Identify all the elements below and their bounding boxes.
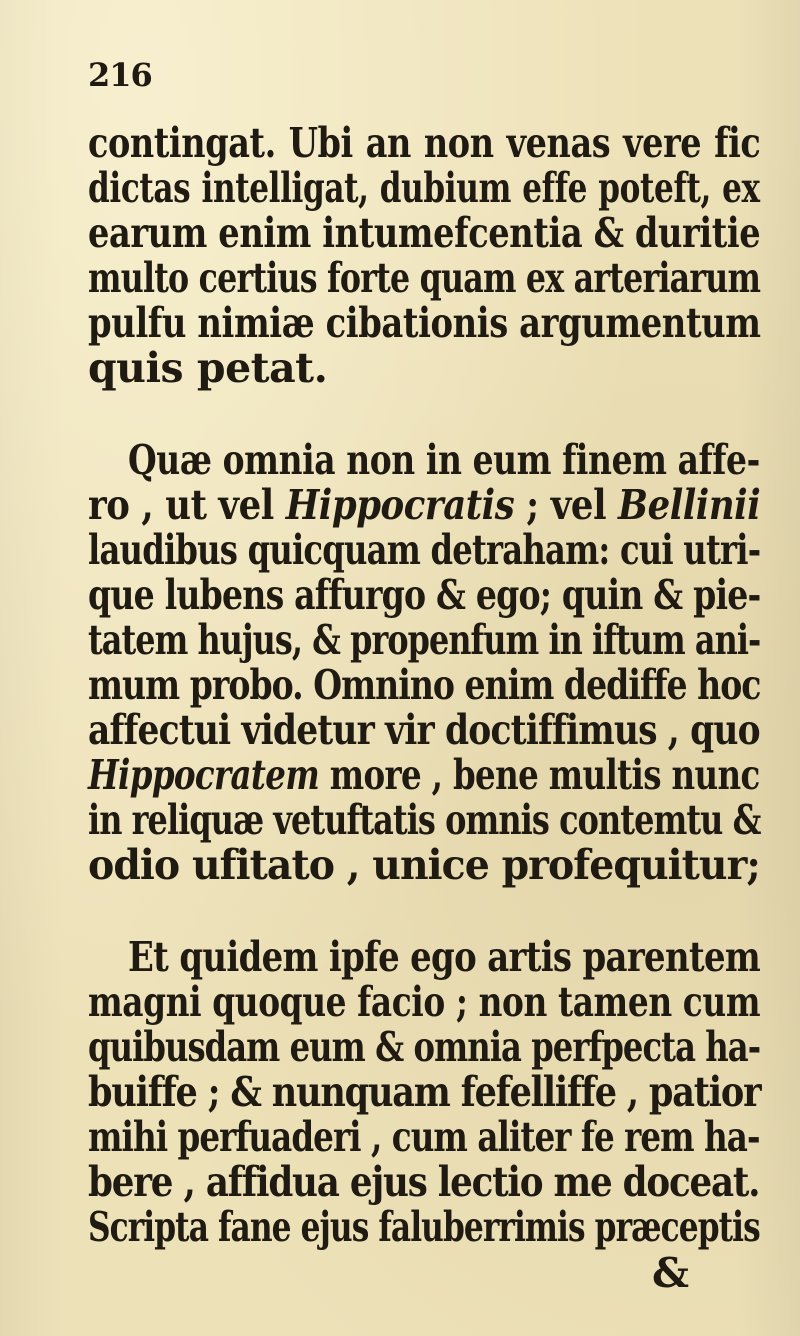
- text-line: tatem hujus, & propenfum in iftum ani-: [88, 616, 761, 664]
- text-line: [88, 751, 760, 799]
- text-line: quis petat.: [88, 344, 328, 392]
- text-line: in reliquæ vetuftatis omnis contemtu &: [88, 796, 761, 844]
- text-line: pulfu nimiæ cibationis argumentum: [88, 299, 761, 347]
- author-name-bellini: Bellinii: [618, 481, 761, 529]
- text-segment: ro , ut vel: [88, 481, 286, 529]
- text-line: mihi perfuaderi , cum aliter fe rem ha-: [88, 1113, 760, 1161]
- text-line: mum probo. Omnino enim dediffe hoc: [88, 661, 761, 709]
- text-line: Scripta fane ejus faluberrimis præceptis: [88, 1203, 760, 1251]
- author-name-hippocrates: Hippocratem: [88, 751, 320, 799]
- text-segment: more , bene multis nunc: [319, 751, 760, 799]
- page-number: 216: [88, 56, 152, 94]
- text-line: magni quoque facio ; non tamen cum: [88, 978, 761, 1026]
- text-line: buiffe ; & nunquam fefelliffe , patior: [88, 1068, 761, 1116]
- text-line: Et quidem ipfe ego artis parentem: [128, 933, 761, 981]
- text-line: earum enim intumefcentia & duritie: [88, 209, 761, 257]
- text-line: quibusdam eum & omnia perfpecta ha-: [88, 1023, 761, 1071]
- text-line: bere , affidua ejus lectio me doceat.: [88, 1158, 760, 1206]
- text-line: odio ufitato , unice profequitur;: [88, 841, 760, 889]
- text-line: Quæ omnia non in eum finem affe-: [128, 436, 760, 484]
- text-segment: ; vel: [514, 481, 619, 529]
- text-line: contingat. Ubi an non venas vere fic: [88, 119, 761, 167]
- text-line: multo certius forte quam ex arteriarum: [88, 254, 761, 302]
- author-name-hippocrates: Hippocratis: [285, 481, 515, 529]
- text-line: dictas intelligat, dubium effe poteft, ex: [88, 164, 760, 212]
- text-line: laudibus quicquam detraham: cui utri-: [88, 526, 761, 574]
- text-line: [88, 481, 761, 529]
- text-line: que lubens affurgo & ego; quin & pie-: [88, 571, 761, 619]
- text-line: affectui videtur vir doctiffimus , quo: [88, 706, 760, 754]
- catchword: &: [652, 1249, 689, 1297]
